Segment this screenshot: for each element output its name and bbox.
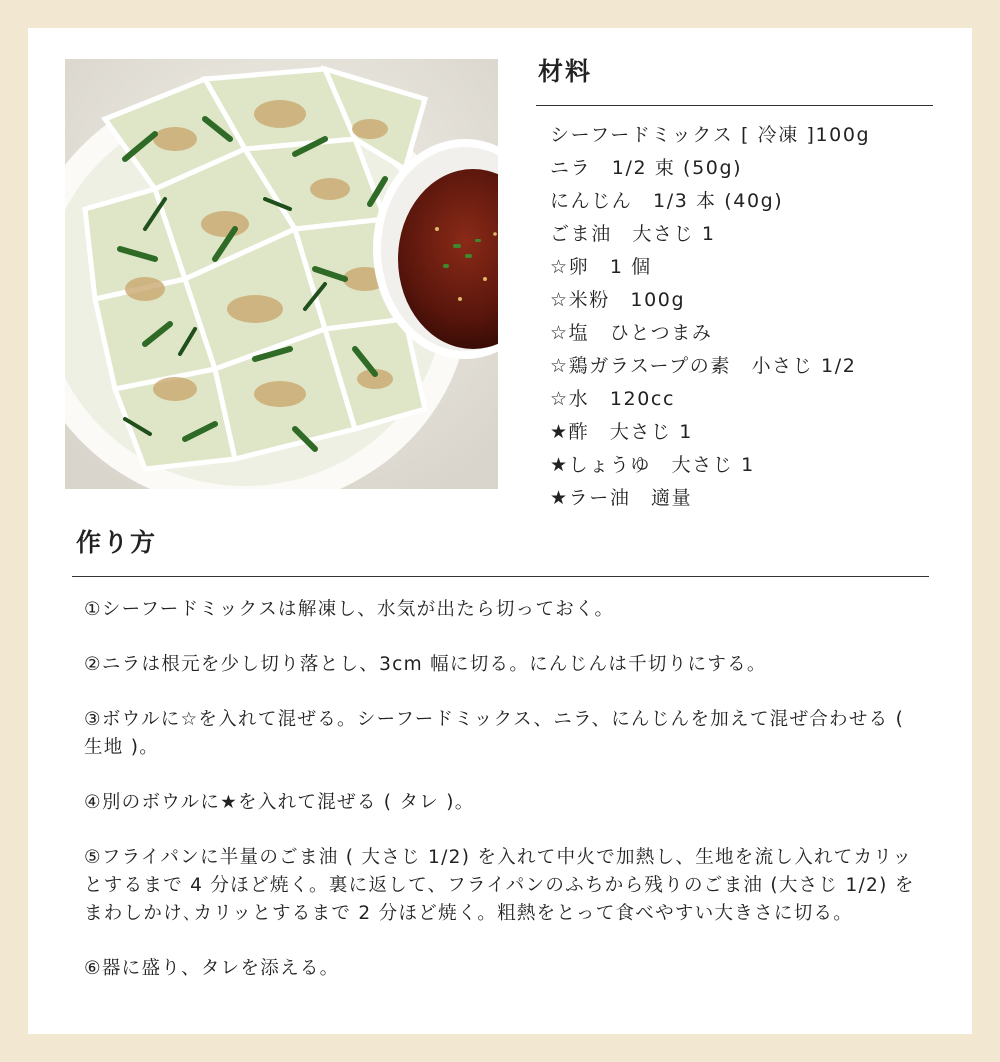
ingredient-item: ★しょうゆ 大さじ 1 <box>550 454 755 476</box>
recipe-card <box>28 28 972 1034</box>
ingredient-item: ☆水 120cc <box>550 388 675 410</box>
ingredients-divider <box>536 105 933 106</box>
method-step: ③ボウルに☆を入れて混ぜる。シーフードミックス、ニラ、にんじんを加えて混ぜ合わせる ( 生地 )。 <box>84 709 905 758</box>
method-steps <box>84 596 920 1010</box>
ingredients-heading: 材料 <box>538 57 593 86</box>
method-divider <box>72 576 929 577</box>
method-step: ①シーフードミックスは解凍し、水気が出たら切っておく。 <box>84 599 615 620</box>
ingredient-item: ニラ 1/2 束 (50g) <box>550 157 743 179</box>
method-step: ②ニラは根元を少し切り落とし、3cm 幅に切る。にんじんは千切りにする。 <box>84 654 767 675</box>
method-step: ④別のボウルに★を入れて混ぜる ( タレ )。 <box>84 792 475 813</box>
ingredient-item: シーフードミックス [ 冷凍 ]100g <box>550 124 871 146</box>
ingredient-item: ☆卵 1 個 <box>550 256 652 278</box>
method-heading: 作り方 <box>76 528 158 557</box>
dish-photo <box>65 59 498 489</box>
method-step: ⑤フライパンに半量のごま油 ( 大さじ 1/2) を入れて中火で加熱し、生地を流し入れてカリッとするまで 4 分ほど焼く。裏に返して、フライパンのふちから残りのごま油 (大さじ 1/2) をまわしかけ､カリッとするまで 2 分ほど焼く。粗熱をとって食べやすい大きさに切る。 <box>84 847 915 924</box>
ingredient-item: にんじん 1/3 本 (40g) <box>550 190 784 212</box>
pancake-image <box>65 59 498 489</box>
method-step: ⑥器に盛り、タレを添える。 <box>84 958 340 979</box>
ingredient-item: ☆米粉 100g <box>550 289 686 311</box>
ingredient-item: ★ラー油 適量 <box>550 487 693 509</box>
ingredients-list <box>550 119 870 515</box>
ingredient-item: ☆鶏ガラスープの素 小さじ 1/2 <box>550 355 857 377</box>
ingredient-item: ★酢 大さじ 1 <box>550 421 693 443</box>
ingredient-item: ごま油 大さじ 1 <box>550 223 716 245</box>
ingredient-item: ☆塩 ひとつまみ <box>550 322 713 344</box>
